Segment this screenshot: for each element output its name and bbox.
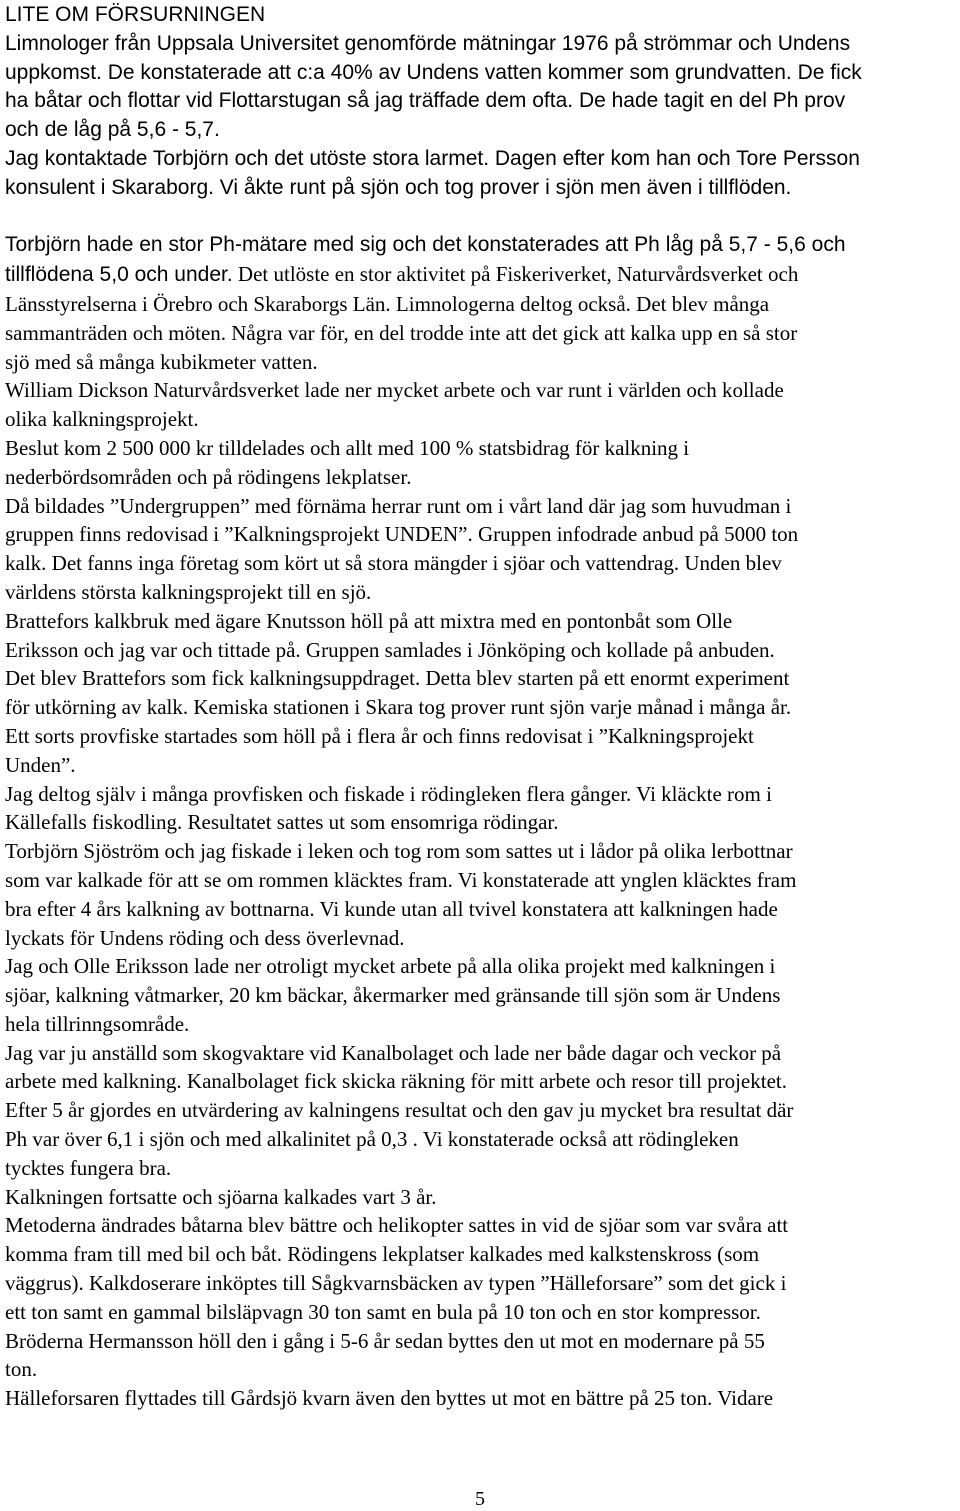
paragraph-serif [5,290,955,1413]
text-line: bra efter 4 års kalkning av bottnarna. Vi kunde utan all tvivel konstatera att kalkningen hade [5,896,778,921]
text-line: Torbjörn hade en stor Ph-mätare med sig och det konstaterades att Ph låg på 5,7 - 5,6 och [5,233,846,257]
text-line: Jag deltog själv i många provfisken och fiskade i rödingleken flera gånger. Vi kläckte rom i [5,781,772,806]
text-line: Efter 5 år gjordes en utvärdering av kalningens resultat och den gav ju mycket bra resultat där [5,1098,794,1123]
text-line: sjö med så många kubikmeter vatten. [5,349,318,374]
text-line: sjöar, kalkning våtmarker, 20 km bäckar, åkermarker med gränsande till sjön som är Undens [5,983,781,1008]
text-line: Ett sorts provfiske startades som höll på i flera år och finns redovisat i ”Kalkningsprojekt [5,723,754,748]
text-line: Torbjörn Sjöström och jag fiskade i leken och tog rom som sattes ut i lådor på olika lerbottnar [5,839,793,864]
text-line: komma fram till med bil och båt. Rödingens lekplatser kalkades med kalkstenskross (som [5,1242,760,1267]
text-line: Limnologer från Uppsala Universitet genomförde mätningar 1976 på strömmar och Undens [5,31,851,55]
text-line: som var kalkade för att se om rommen kläcktes fram. Vi konstaterade att ynglen kläcktes fram [5,867,797,892]
text-line-mixed [5,260,955,290]
page-number: 5 [475,1488,485,1510]
text-line: Jag var ju anställd som skogvaktare vid Kanalbolaget och lade ner både dagar och veckor på [5,1040,782,1065]
text-line: Jag kontaktade Torbjörn och det utöste stora larmet. Dagen efter kom han och Tore Persson [5,146,860,170]
text-line: kalk. Det fanns inga företag som kört ut så stora mängder i sjöar och vattendrag. Unden blev [5,551,782,576]
text-line: Då bildades ”Undergruppen” med förnäma herrar runt om i vårt land där jag som huvudman i [5,493,792,518]
document-heading: LITE OM FÖRSURNINGEN [5,3,266,26]
text-line: Eriksson och jag var och tittade på. Gruppen samlades i Jönköping och kollade på anbuden. [5,637,775,662]
text-line: tycktes fungera bra. [5,1155,172,1180]
paragraph-intro [5,30,955,203]
text-line: nederbördsområden och på rödingens lekplatser. [5,464,412,489]
text-line: olika kalkningsprojekt. [5,407,199,432]
document-page [5,0,955,1413]
text-line: Ph var över 6,1 i sjön och med alkalinitet på 0,3 . Vi konstaterade också att rödingleken [5,1127,739,1152]
text-line: Unden”. [5,752,76,777]
text-line: Hälleforsaren flyttades till Gårdsjö kvarn även den byttes ut mot en bättre på 25 ton. Vidare [5,1386,774,1411]
text-line: ett ton samt en gammal bilsläpvagn 30 ton samt en bula på 10 ton och en stor kompressor. [5,1299,761,1324]
text-line: konsulent i Skaraborg. Vi åkte runt på sjön och tog prover i sjön men även i tillflöden. [5,175,792,199]
text-line: hela tillrinngsområde. [5,1011,190,1036]
text-line: Källefalls fiskodling. Resultatet sattes ut som ensomriga rödingar. [5,810,559,835]
text-line: ton. [5,1357,38,1382]
paragraph-body [5,231,955,1413]
text-line: för utkörning av kalk. Kemiska stationen i Skara tog prover runt sjön varje månad i många år. [5,695,792,720]
text-line: Jag och Olle Eriksson lade ner otroligt mycket arbete på alla olika projekt med kalkningen i [5,954,776,979]
text-line: Brattefors kalkbruk med ägare Knutsson höll på att mixtra med en pontonbåt som Olle [5,608,733,633]
text-line: och de låg på 5,6 - 5,7. [5,118,220,142]
text-line: sammanträden och möten. Några var för, en del trodde inte att det gick att kalka upp en så stor [5,320,798,345]
text-line: gruppen finns redovisad i ”Kalkningsprojekt UNDEN”. Gruppen infodrade anbud på 5000 ton [5,522,799,547]
text-line: världens största kalkningsprojekt till en sjö. [5,579,372,604]
text-line: Kalkningen fortsatte och sjöarna kalkades vart 3 år. [5,1184,437,1209]
text-line: Metoderna ändrades båtarna blev bättre och helikopter sattes in vid de sjöar som var svåra att [5,1213,789,1238]
text-segment: tillflödena 5,0 och under. [5,263,233,287]
text-line: lyckats för Undens röding och dess överlevnad. [5,925,405,950]
paragraph-gap [5,203,955,232]
text-line: ha båtar och flottar vid Flottarstugan så jag träffade dem ofta. De hade tagit en del Ph prov [5,89,846,113]
text-line: Bröderna Hermansson höll den i gång i 5-6 år sedan byttes den ut mot en modernare på 55 [5,1328,765,1353]
text-line: William Dickson Naturvårdsverket lade ner mycket arbete och var runt i världen och kollade [5,378,784,403]
text-line: Länsstyrelserna i Örebro och Skaraborgs Län. Limnologerna deltog också. Det blev många [5,291,770,316]
text-line: Det blev Brattefors som fick kalkningsuppdraget. Detta blev starten på ett enormt experiment [5,666,790,691]
text-line: Beslut kom 2 500 000 kr tilldelades och allt med 100 % statsbidrag för kalkning i [5,435,690,460]
text-line: arbete med kalkning. Kanalbolaget fick skicka räkning för mitt arbete och resor till projektet. [5,1069,787,1094]
text-segment: Det utlöste en stor aktivitet på Fiskeriverket, Naturvårdsverket och [232,262,799,287]
text-line: väggrus). Kalkdoserare inköptes till Sågkvarnsbäcken av typen ”Hälleforsare” som det gick i [5,1271,787,1296]
text-line: uppkomst. De konstaterade att c:a 40% av Undens vatten kommer som grundvatten. De fick [5,60,862,84]
